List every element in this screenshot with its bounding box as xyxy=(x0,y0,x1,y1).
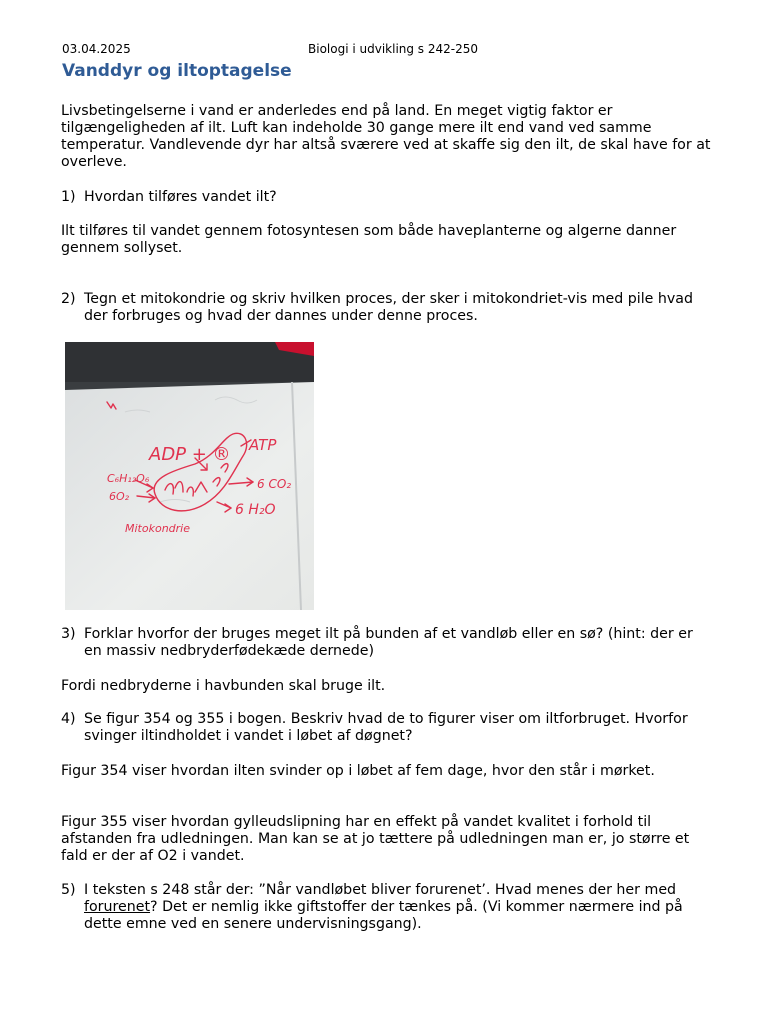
question-text: Forklar hvorfor der bruges meget ilt på bunden af et vandløb eller en sø? (hint: der er en massiv nedbryderfødekæde dernede) xyxy=(84,626,693,659)
question-number: 4) xyxy=(61,711,76,727)
notebook-paper xyxy=(65,382,314,610)
question-text: Se figur 354 og 355 i bogen. Beskriv hvad de to figurer viser om iltforbruget. Hvorfor svinger iltindholdet i vandet i løbet af døgnet? xyxy=(84,711,688,744)
underlined-term: forurenet xyxy=(84,899,151,915)
mitochondria-drawing-photo xyxy=(65,342,314,610)
label-mitochondrion: Mitokondrie xyxy=(125,522,190,535)
label-oxygen: 6O₂ xyxy=(109,490,130,503)
intro-paragraph: Livsbetingelserne i vand er anderledes end på land. En meget vigtig faktor er tilgængeligheden af ilt. Luft kan indeholde 30 gange mere ilt end vand ved samme temperatur. Vandlevende dyr har altså sværere ved at skaffe sig den ilt, de skal have for at overleve. xyxy=(61,103,711,170)
answer-1: Ilt tilføres til vandet gennem fotosyntesen som både haveplanterne og algerne danner gennem sollyset. xyxy=(61,223,677,256)
answer-4a: Figur 354 viser hvordan ilten svinder op i løbet af fem dage, hvor den står i mørket. xyxy=(61,763,655,779)
label-co2: 6 CO₂ xyxy=(257,477,292,491)
label-adp: ADP + ® xyxy=(149,444,231,465)
header-source: Biologi i udvikling s 242-250 xyxy=(308,42,479,56)
question-text: Tegn et mitokondrie og skriv hvilken proces, der sker i mitokondriet-vis med pile hvad der forbruges og hvad der dannes under denne proces. xyxy=(84,291,693,324)
question-number: 2) xyxy=(61,291,76,307)
question-text-after: ? Det er nemlig ikke giftstoffer der tænkes på. (Vi kommer nærmere ind på dette emne ved en senere undervisningsgang). xyxy=(84,899,683,932)
answer-4b: Figur 355 viser hvordan gylleudslipning har en effekt på vandet kvalitet i forhold til afstanden fra udledningen. Man kan se at jo tættere på udledningen man er, jo større et fald er der af O2 i vandet. xyxy=(61,814,690,864)
header-date: 03.04.2025 xyxy=(62,42,131,56)
label-glucose: C₆H₁₂O₆ xyxy=(107,472,150,485)
question-number: 5) xyxy=(61,882,76,898)
label-atp: ATP xyxy=(249,436,277,454)
question-text: Hvordan tilføres vandet ilt? xyxy=(84,189,277,205)
question-number: 3) xyxy=(61,626,76,642)
label-water: 6 H₂O xyxy=(235,502,276,518)
question-text-before: I teksten s 248 står der: ”Når vandløbet bliver forurenet’. Hvad menes der her med xyxy=(84,882,677,898)
question-number: 1) xyxy=(61,189,76,205)
answer-3: Fordi nedbryderne i havbunden skal bruge ilt. xyxy=(61,678,386,694)
question-text xyxy=(84,882,714,933)
document-title: Vanddyr og iltoptagelse xyxy=(62,61,292,81)
